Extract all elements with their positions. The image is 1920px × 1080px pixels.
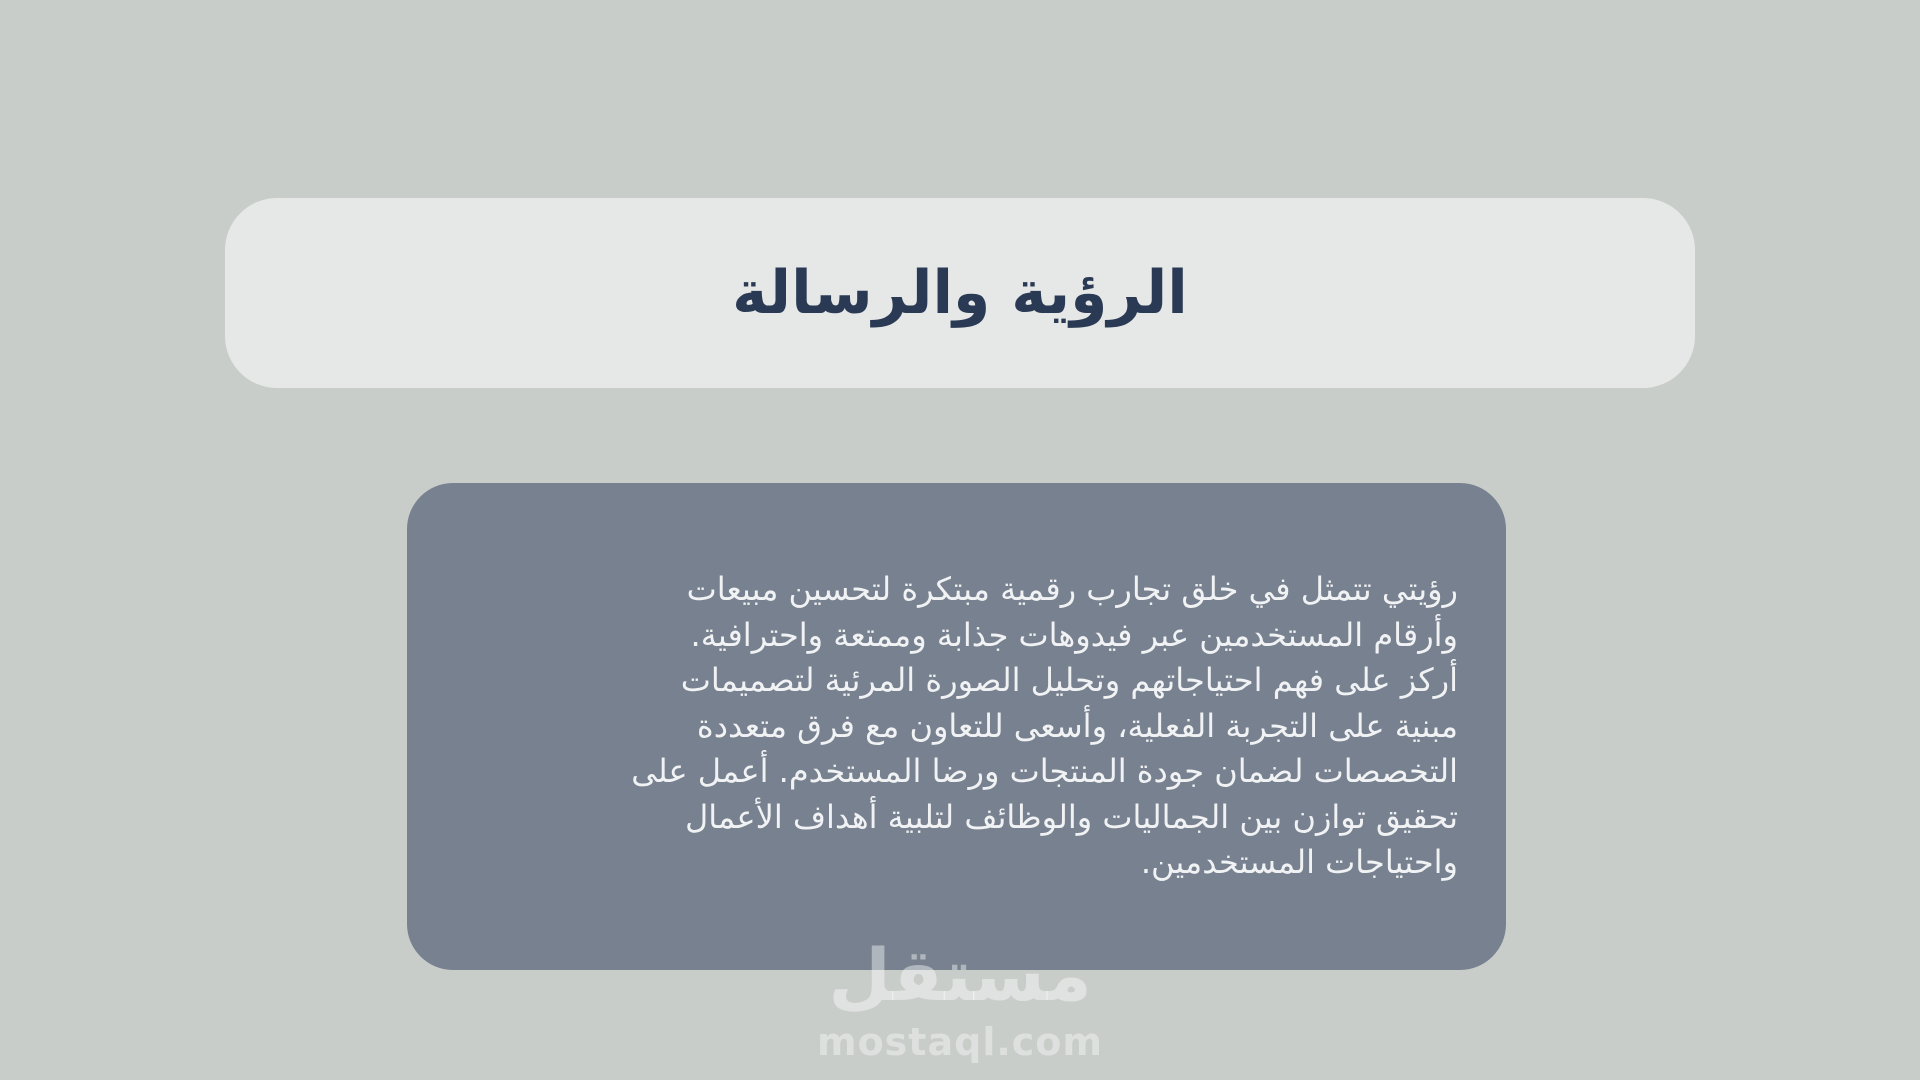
page-title: الرؤية والرسالة xyxy=(732,258,1188,328)
vision-text-line: تحقيق توازن بين الجماليات والوظائف لتلبية أهداف الأعمال xyxy=(684,797,1458,836)
vision-text-line: مبنية على التجربة الفعلية، وأسعى للتعاون مع فرق متعددة xyxy=(696,706,1458,745)
vision-text-line: وأرقام المستخدمين عبر فيدوهات جذابة وممتعة واحترافية. xyxy=(690,615,1458,654)
mostaql-logo: مستقل xyxy=(828,933,1092,1017)
vision-mission-card xyxy=(407,483,1506,970)
vision-text-line: أركز على فهم احتياجاتهم وتحليل الصورة المرئية لتصميمات xyxy=(680,661,1458,700)
vision-text-line: رؤيتي تتمثل في خلق تجارب رقمية مبتكرة لتحسين مبيعات xyxy=(686,570,1458,609)
mostaql-url-text: mostaql.com xyxy=(816,1020,1104,1064)
vision-text-line: التخصصات لضمان جودة المنتجات ورضا المستخدم. أعمل على xyxy=(631,752,1458,791)
vision-text-line: واحتياجات المستخدمين. xyxy=(1140,843,1458,882)
title-banner xyxy=(225,198,1695,388)
